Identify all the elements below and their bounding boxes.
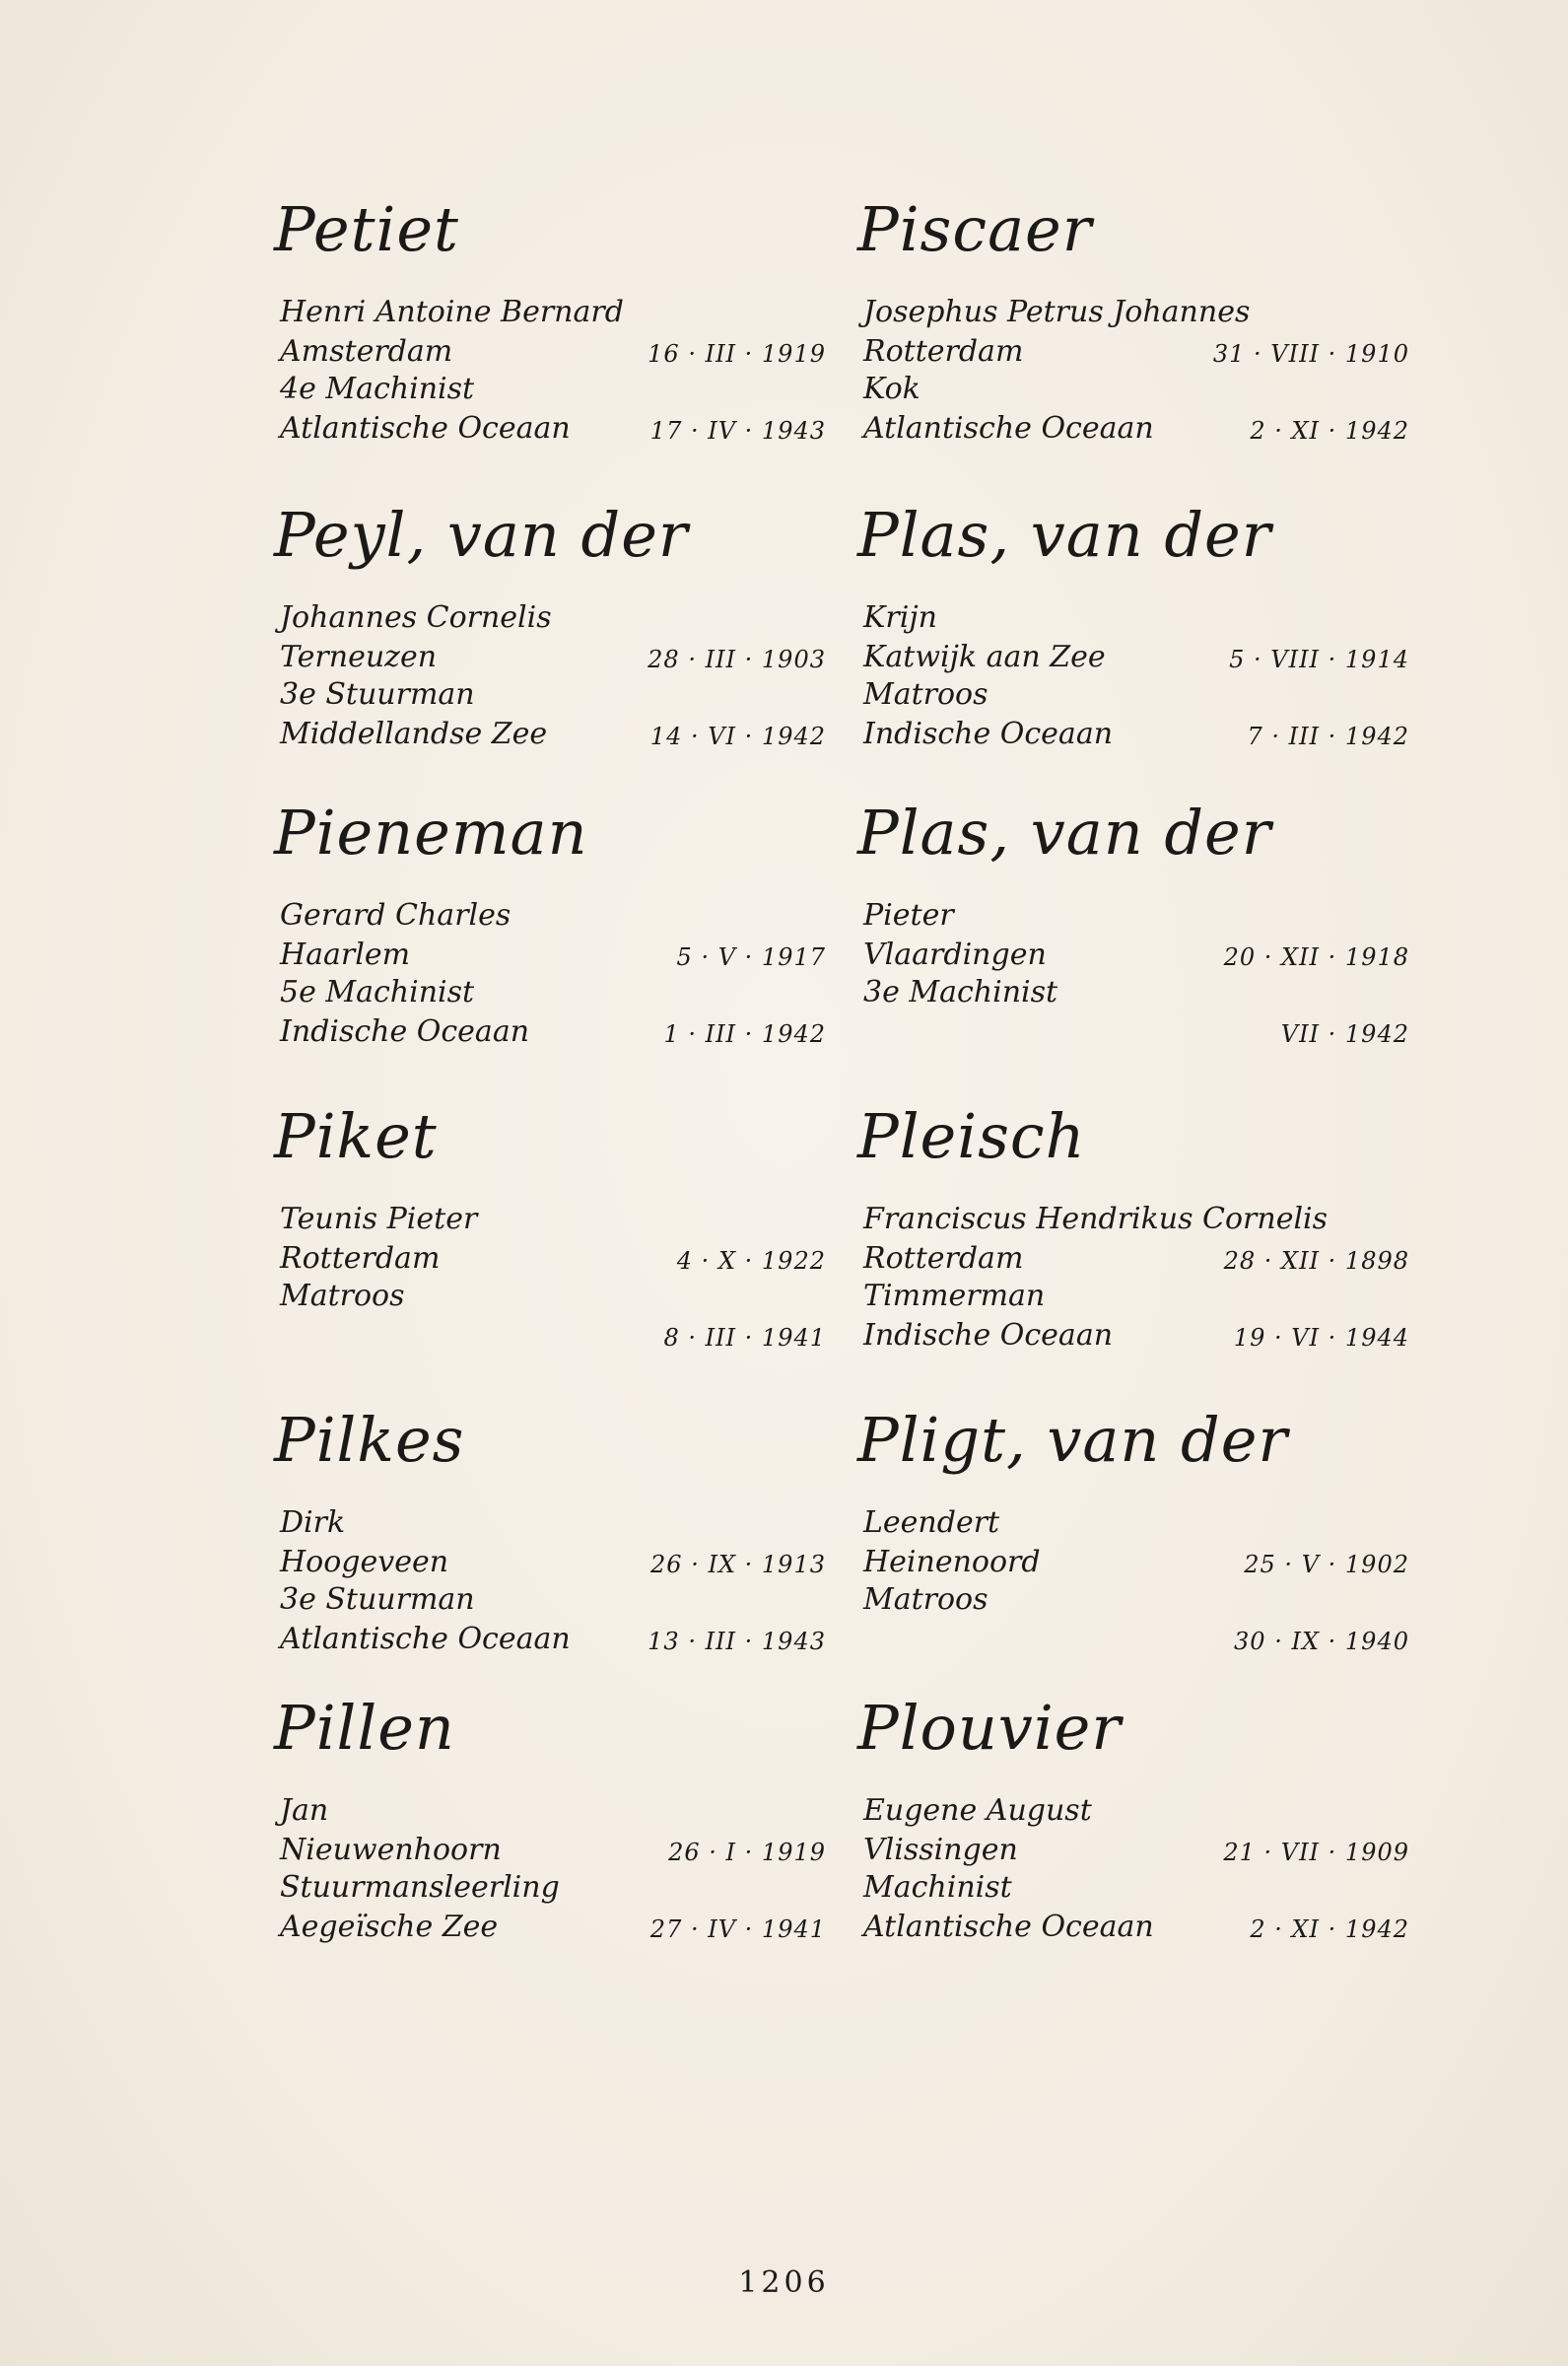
birth-date: 20 · XII · 1918 (1223, 943, 1409, 971)
birth-place: Katwijk aan Zee (863, 640, 1106, 674)
rank: Matroos (863, 677, 989, 712)
surname: Pleisch (857, 1100, 1086, 1172)
birth-date: 21 · VII · 1909 (1223, 1839, 1409, 1866)
given-names: Johannes Cornelis (280, 600, 552, 635)
death-place: Indische Oceaan (863, 717, 1114, 751)
death-place: Atlantische Oceaan (863, 1910, 1154, 1944)
entry-plas-pieter (857, 799, 1409, 1055)
rank: 3e Stuurman (280, 1582, 475, 1617)
given-names: Josephus Petrus Johannes (863, 295, 1251, 329)
rank: Matroos (863, 1582, 989, 1617)
given-names: Dirk (280, 1505, 346, 1540)
surname: Pillen (274, 1692, 455, 1764)
given-names: Gerard Charles (280, 898, 511, 933)
given-names: Jan (280, 1793, 329, 1828)
birth-place: Nieuwenhoorn (280, 1833, 502, 1867)
death-date: 1 · III · 1942 (663, 1020, 826, 1048)
death-date: 19 · VI · 1944 (1233, 1324, 1409, 1352)
surname: Peyl, van der (274, 499, 689, 571)
birth-date: 31 · VIII · 1910 (1212, 340, 1409, 368)
birth-date: 25 · V · 1902 (1244, 1551, 1409, 1578)
surname: Piscaer (857, 193, 1093, 265)
rank: Timmerman (863, 1279, 1046, 1313)
birth-date: 28 · XII · 1898 (1223, 1247, 1409, 1275)
birth-place: Rotterdam (863, 334, 1024, 369)
birth-place: Amsterdam (280, 334, 453, 369)
surname: Pligt, van der (857, 1404, 1289, 1476)
rank: 3e Machinist (863, 975, 1058, 1009)
death-place: Indische Oceaan (280, 1014, 530, 1049)
entry-plouvier (857, 1694, 1409, 1950)
birth-date: 4 · X · 1922 (676, 1247, 826, 1275)
given-names: Henri Antoine Bernard (280, 295, 624, 329)
surname: Pilkes (274, 1404, 465, 1476)
death-date: VII · 1942 (1280, 1020, 1409, 1048)
rank: Kok (863, 372, 920, 406)
rank: Matroos (280, 1279, 405, 1313)
death-place: Aegeïsche Zee (280, 1910, 499, 1944)
entry-pligt (857, 1406, 1409, 1662)
entry-plas-krijn (857, 501, 1409, 757)
birth-date: 26 · IX · 1913 (650, 1551, 826, 1578)
birth-date: 28 · III · 1903 (648, 646, 826, 673)
death-date: 30 · IX · 1940 (1234, 1628, 1409, 1655)
death-date: 2 · XI · 1942 (1250, 1915, 1409, 1943)
entry-pilkes (274, 1406, 826, 1662)
rank: 4e Machinist (280, 372, 475, 406)
entry-pleisch (857, 1102, 1409, 1358)
entry-petiet (274, 195, 826, 452)
given-names: Teunis Pieter (280, 1202, 478, 1236)
death-date: 2 · XI · 1942 (1250, 417, 1409, 445)
surname: Petiet (274, 193, 459, 265)
surname: Pieneman (274, 797, 588, 869)
surname: Plas, van der (857, 797, 1272, 869)
death-date: 14 · VI · 1942 (649, 723, 826, 750)
death-place: Atlantische Oceaan (280, 411, 571, 446)
death-date: 7 · III · 1942 (1247, 723, 1409, 750)
birth-date: 16 · III · 1919 (648, 340, 826, 368)
birth-date: 5 · V · 1917 (676, 943, 826, 971)
birth-date: 26 · I · 1919 (668, 1839, 826, 1866)
rank: 5e Machinist (280, 975, 475, 1009)
given-names: Krijn (863, 600, 937, 635)
entry-pillen (274, 1694, 826, 1950)
entry-peyl (274, 501, 826, 757)
death-date: 27 · IV · 1941 (649, 1915, 826, 1943)
entry-pieneman (274, 799, 826, 1055)
birth-place: Haarlem (280, 938, 411, 972)
given-names: Eugene August (863, 1793, 1092, 1828)
rank: Machinist (863, 1870, 1012, 1905)
death-place: Indische Oceaan (863, 1318, 1114, 1353)
birth-place: Heinenoord (863, 1545, 1041, 1579)
given-names: Leendert (863, 1505, 1000, 1540)
surname: Plas, van der (857, 499, 1272, 571)
entry-piscaer (857, 195, 1409, 452)
death-place: Middellandse Zee (280, 717, 548, 751)
birth-place: Rotterdam (863, 1241, 1024, 1276)
death-date: 13 · III · 1943 (648, 1628, 826, 1655)
birth-place: Rotterdam (280, 1241, 441, 1276)
given-names: Pieter (863, 898, 954, 933)
death-date: 8 · III · 1941 (663, 1324, 826, 1352)
birth-date: 5 · VIII · 1914 (1229, 646, 1409, 673)
given-names: Franciscus Hendrikus Cornelis (863, 1202, 1329, 1236)
birth-place: Vlissingen (863, 1833, 1018, 1867)
death-date: 17 · IV · 1943 (649, 417, 826, 445)
rank: Stuurmansleerling (280, 1870, 560, 1905)
birth-place: Vlaardingen (863, 938, 1047, 972)
rank: 3e Stuurman (280, 677, 475, 712)
page-number: 1206 (738, 2265, 830, 2300)
birth-place: Terneuzen (280, 640, 438, 674)
surname: Plouvier (857, 1692, 1122, 1764)
death-place: Atlantische Oceaan (863, 411, 1154, 446)
surname: Piket (274, 1100, 438, 1172)
entry-piket (274, 1102, 826, 1358)
death-place: Atlantische Oceaan (280, 1622, 571, 1656)
birth-place: Hoogeveen (280, 1545, 449, 1579)
